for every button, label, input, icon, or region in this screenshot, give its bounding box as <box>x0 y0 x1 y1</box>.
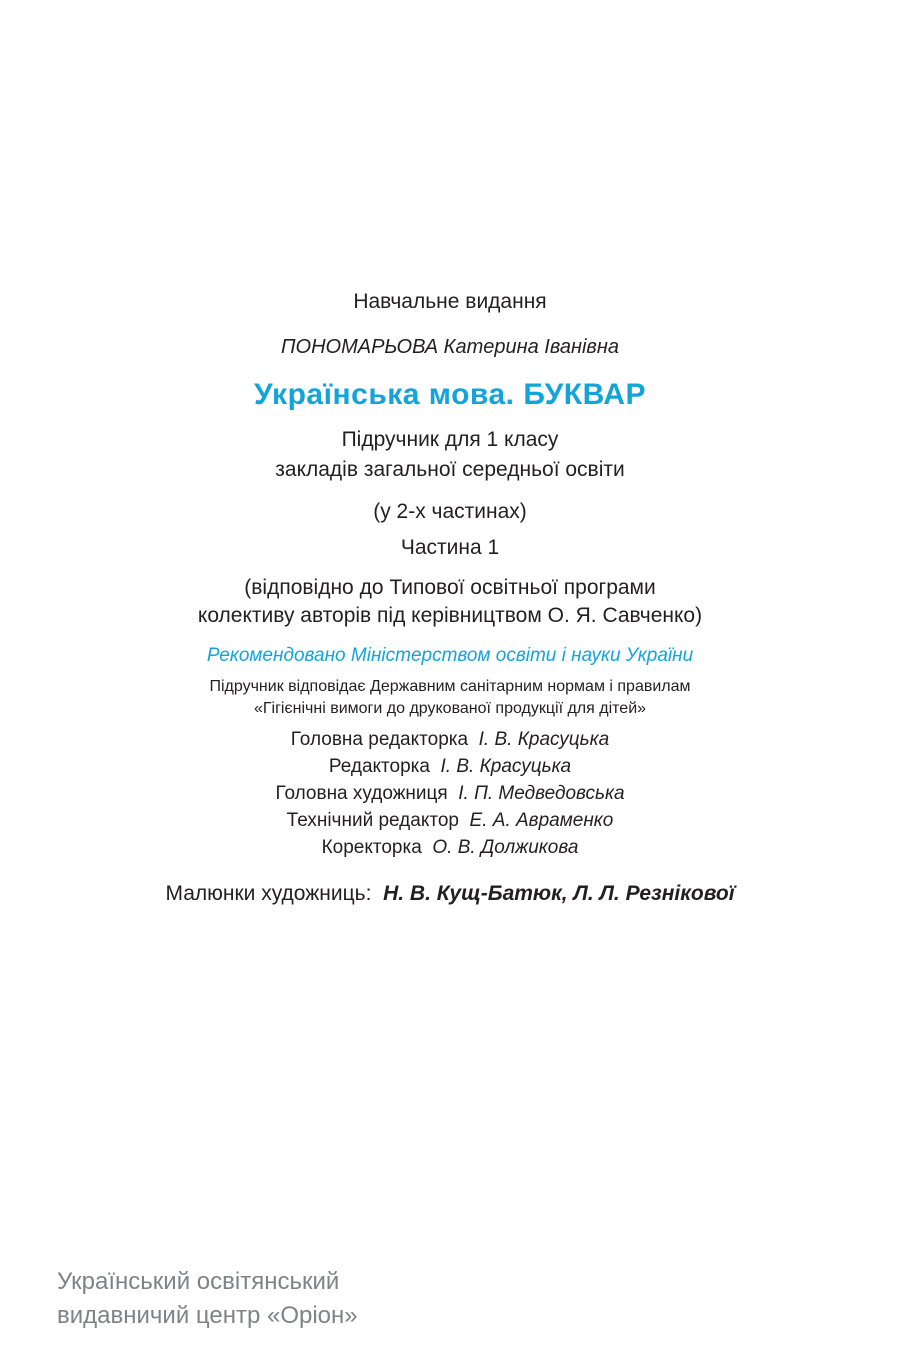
credit-chief-editor <box>0 729 900 751</box>
credit-editor <box>0 756 900 778</box>
illustrators-names: Н. В. Кущ-Батюк, Л. Л. Резнікової <box>383 882 735 905</box>
program-line-2: колективу авторів під керівництвом О. Я. Савченко) <box>197 604 703 627</box>
credit-name: І. В. Красуцька <box>440 756 572 777</box>
credit-role: Редакторка <box>328 756 430 777</box>
credit-role: Коректорка <box>321 837 422 858</box>
illustrators-label: Малюнки художниць: <box>165 882 372 905</box>
ministry-recommendation: Рекомендовано Міністерством освіти і науки України <box>206 645 694 666</box>
author-name: ПОНОМАРЬОВА Катерина Іванівна <box>281 336 619 358</box>
subtitle-line-1: Підручник для 1 класу <box>341 428 559 451</box>
edition-type: Навчальне видання <box>353 290 547 313</box>
part-label: Частина 1 <box>400 536 500 559</box>
subtitle-line-2: закладів загальної середньої освіти <box>275 458 625 481</box>
credit-role: Головна редакторка <box>290 729 469 750</box>
credit-technical-editor <box>0 810 900 832</box>
credit-role: Головна художниця <box>275 783 448 804</box>
credit-name: Е. А. Авраменко <box>469 810 614 831</box>
illustrators <box>0 882 900 906</box>
sanitary-line-1: Підручник відповідає Державним санітарним нормам і правилам <box>209 678 691 695</box>
publisher-line-2: видавничий центр «Оріон» <box>57 1302 358 1329</box>
credit-chief-artist <box>0 783 900 805</box>
sanitary-line-2: «Гігієнічні вимоги до друкованої продукції для дітей» <box>253 700 647 717</box>
credit-name: І. П. Медведовська <box>458 783 625 804</box>
program-line-1: (відповідно до Типової освітньої програми <box>244 576 656 599</box>
credit-name: О. В. Должикова <box>432 837 579 858</box>
parts-note: (у 2-х частинах) <box>373 500 527 523</box>
book-title: Українська мова. БУКВАР <box>254 378 646 411</box>
publisher-line-1: Український освітянський <box>57 1268 340 1295</box>
credit-role: Технічний редактор <box>286 810 459 831</box>
credit-proofreader <box>0 837 900 859</box>
credit-name: І. В. Красуцька <box>478 729 610 750</box>
